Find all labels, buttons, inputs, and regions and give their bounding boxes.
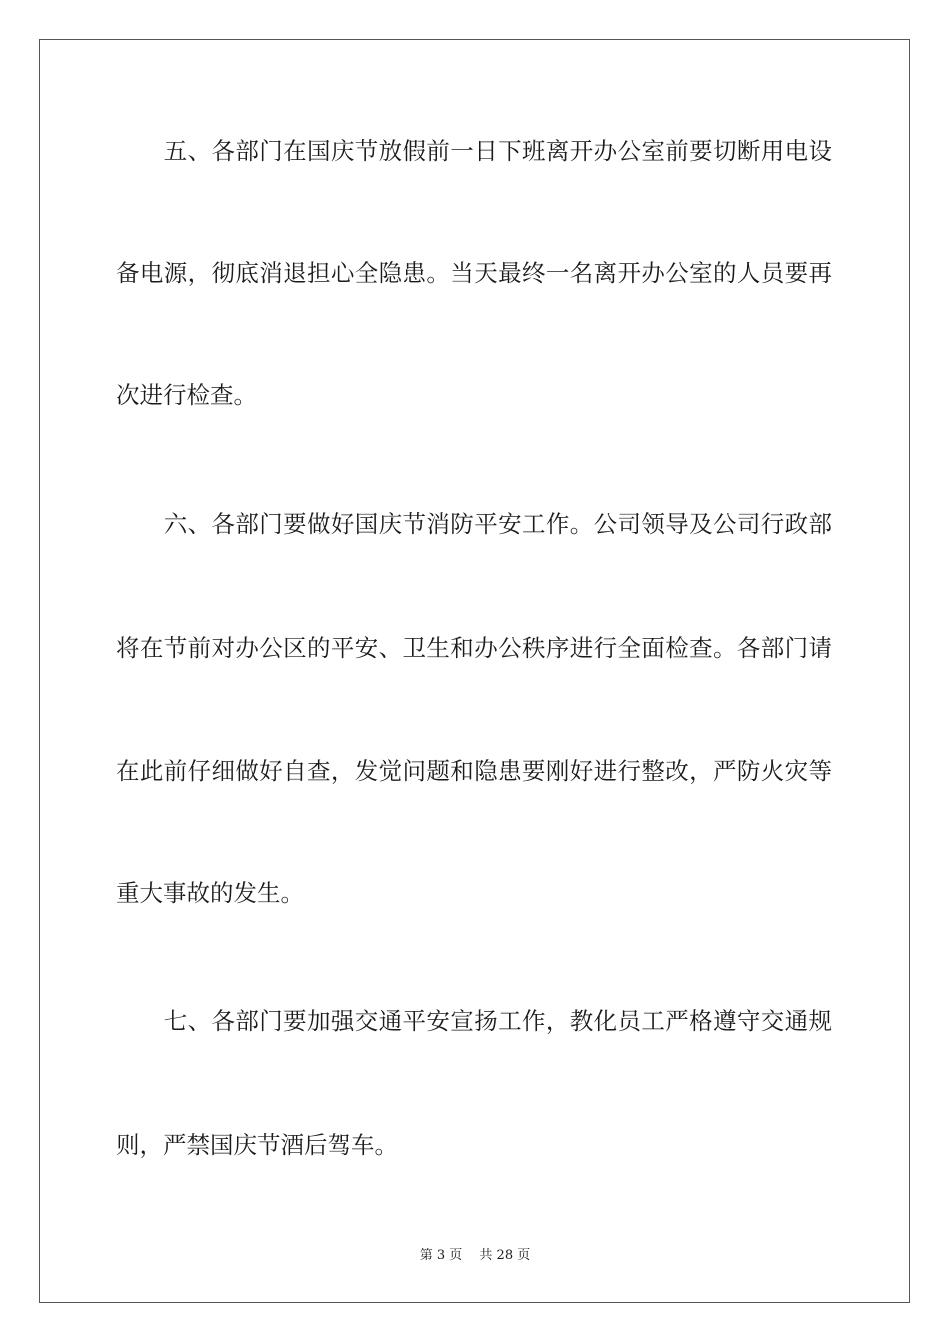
paragraph-6-line-1: 六、各部门要做好国庆节消防平安工作。公司领导及公司行政部 [116,510,832,538]
page-border [39,39,910,1303]
page-number-footer: 第 3 页 共 28 页 [419,1248,531,1263]
paragraph-7-line-1: 七、各部门要加强交通平安宣扬工作，教化员工严格遵守交通规 [116,1007,832,1035]
paragraph-5-line-3: 次进行检查。 [116,381,257,409]
paragraph-6-line-2: 将在节前对办公区的平安、卫生和办公秩序进行全面检查。各部门请 [116,634,832,662]
paragraph-6-line-3: 在此前仔细做好自查，发觉问题和隐患要刚好进行整改，严防火灾等 [116,757,832,785]
paragraph-5-line-2: 备电源，彻底消退担心全隐患。当天最终一名离开办公室的人员要再 [116,259,832,287]
paragraph-7-line-2: 则，严禁国庆节酒后驾车。 [116,1131,398,1159]
paragraph-6-line-4: 重大事故的发生。 [116,879,304,907]
paragraph-5-line-1: 五、各部门在国庆节放假前一日下班离开办公室前要切断用电设 [116,137,832,165]
